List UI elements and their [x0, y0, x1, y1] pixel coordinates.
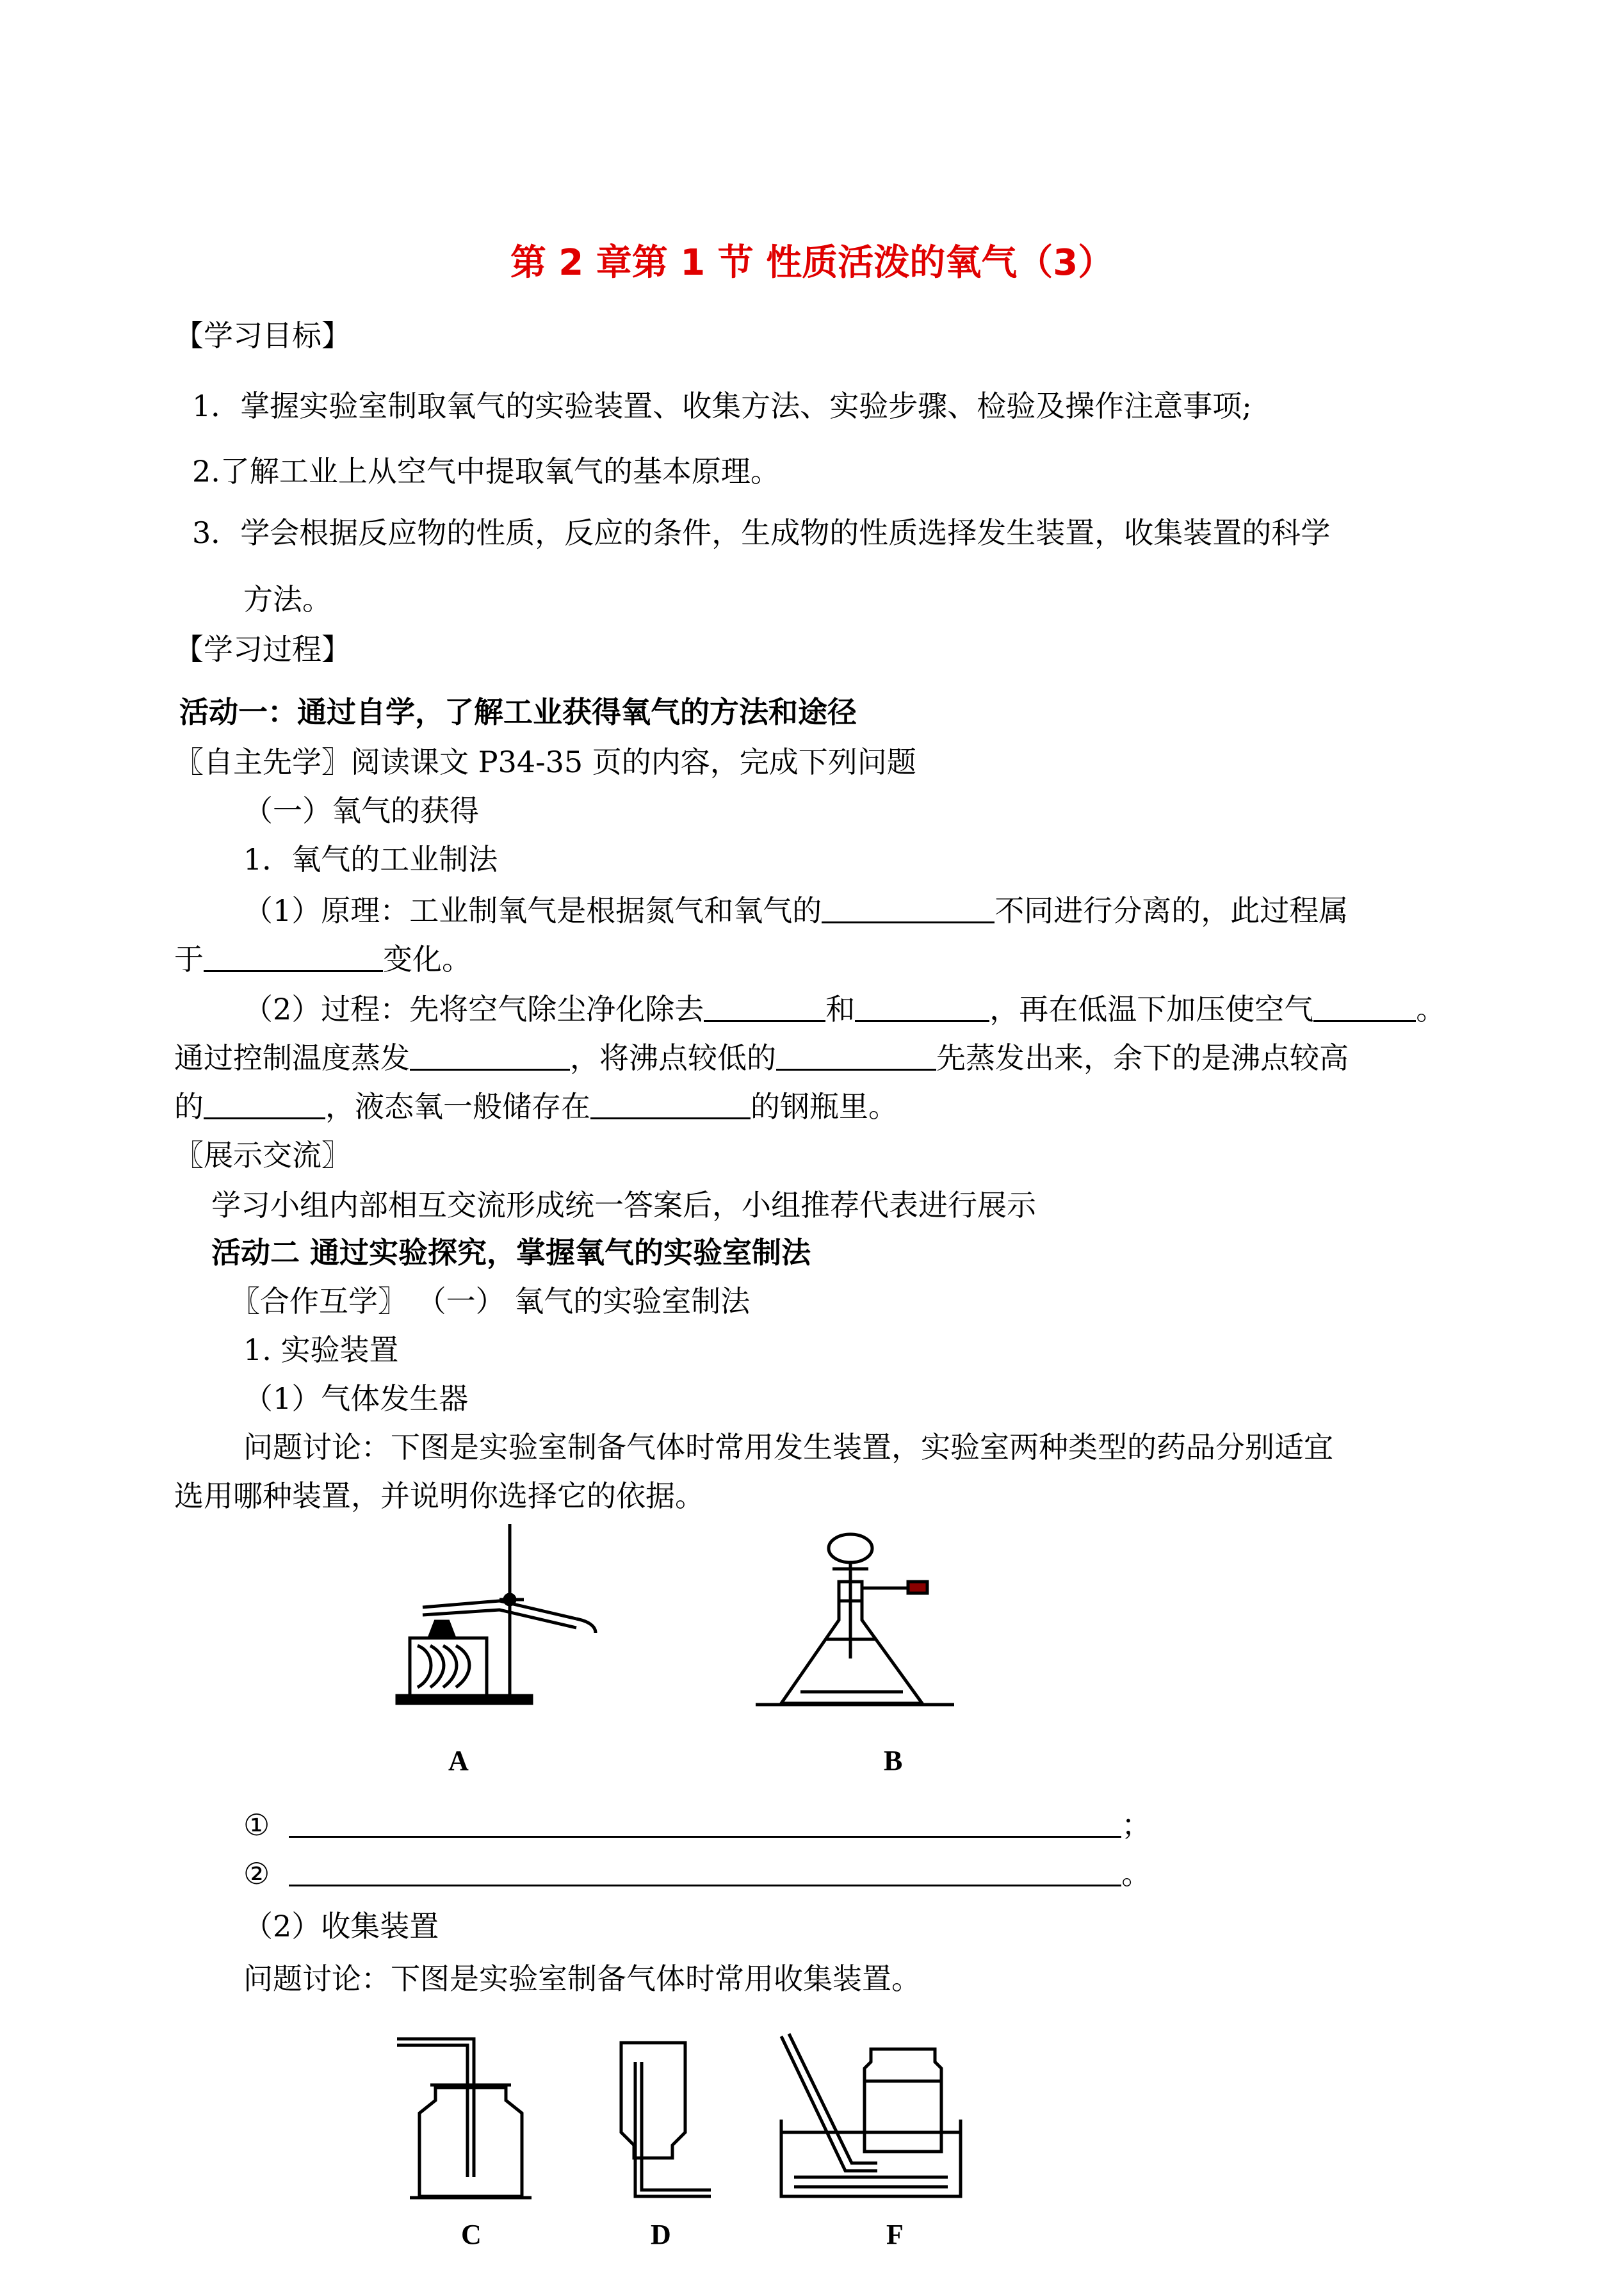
goal-2: 2.了解工业上从空气中提取氧气的基本原理。 — [192, 454, 780, 489]
coop-line: 〖合作互学〗 （一） 氧气的实验室制法 — [231, 1284, 751, 1318]
process-line-1 — [243, 990, 1445, 1028]
answer-2-input[interactable] — [289, 1859, 1121, 1886]
fill-blank-5[interactable] — [1313, 994, 1416, 1022]
subsection-collection: （2）收集装置 — [243, 1909, 439, 1943]
fill-blank-9[interactable] — [590, 1092, 751, 1119]
answer-2-end: 。 — [1121, 1856, 1151, 1891]
self-study-line: 〖自主先学〗阅读课文 P34-35 页的内容，完成下列问题 — [174, 745, 916, 779]
figure-label-b: B — [884, 1745, 903, 1776]
principle-text-c: 于 — [174, 942, 204, 977]
show-text: 学习小组内部相互交流形成统一答案后，小组推荐代表进行展示 — [211, 1188, 1036, 1222]
answer-line-1 — [243, 1806, 1151, 1844]
subsection-industrial-method: 1．氧气的工业制法 — [243, 842, 498, 877]
subsection-generator: （1）气体发生器 — [243, 1381, 469, 1416]
principle-line-2 — [174, 940, 471, 978]
figure-label-d: D — [651, 2219, 671, 2250]
section-process-heading: 【学习过程】 — [174, 632, 351, 667]
process-text-j: 的钢瓶里。 — [751, 1089, 898, 1124]
goal-3-line-1: 3．学会根据反应物的性质，反应的条件，生成物的性质选择发生装置，收集装置的科学 — [192, 515, 1331, 550]
process-text-b: 和 — [825, 992, 856, 1026]
answer-1-end: ； — [1121, 1808, 1151, 1842]
answer-line-2 — [243, 1854, 1151, 1893]
goal-3-line-2: 方法。 — [243, 582, 332, 617]
fill-blank-7[interactable] — [776, 1043, 936, 1071]
apparatus-d-downward-displacement-diagram — [602, 2036, 717, 2203]
apparatus-a-heating-tube-diagram — [384, 1518, 602, 1710]
principle-text-d: 变化。 — [383, 942, 471, 977]
subsection-oxygen-obtaining: （一）氧气的获得 — [243, 793, 479, 828]
fill-blank-1[interactable] — [822, 896, 995, 923]
apparatus-f-water-displacement-diagram — [768, 2030, 986, 2203]
section-goals-heading: 【学习目标】 — [174, 318, 351, 353]
answer-2-marker: ② — [243, 1856, 270, 1891]
subsection-apparatus: 1. 实验装置 — [243, 1333, 399, 1367]
fill-blank-8[interactable] — [204, 1092, 325, 1119]
activity-1-heading: 活动一：通过自学，了解工业获得氧气的方法和途径 — [179, 695, 857, 729]
activity-2-heading: 活动二 通过实验探究，掌握氧气的实验室制法 — [211, 1235, 811, 1270]
process-text-f: ，将沸点较低的 — [570, 1041, 776, 1075]
process-line-2 — [174, 1039, 1349, 1077]
process-line-3 — [174, 1087, 898, 1126]
figure-label-f: F — [886, 2219, 904, 2250]
figure-label-c: C — [461, 2219, 482, 2250]
fill-blank-4[interactable] — [855, 994, 989, 1022]
question-1-line-2: 选用哪种装置，并说明你选择它的依据。 — [174, 1479, 704, 1513]
apparatus-c-upward-displacement-diagram — [391, 2030, 557, 2203]
process-text-e: 通过控制温度蒸发 — [174, 1041, 410, 1075]
principle-text-a: （1）原理：工业制氧气是根据氮气和氧气的 — [243, 893, 822, 928]
process-text-h: 的 — [174, 1089, 204, 1124]
question-1-line-1: 问题讨论：下图是实验室制备气体时常用发生装置，实验室两种类型的药品分别适宜 — [243, 1430, 1333, 1464]
page-title: 第 2 章第 1 节 性质活泼的氧气（3） — [510, 242, 1114, 284]
process-text-a: （2）过程：先将空气除尘净化除去 — [243, 992, 704, 1026]
apparatus-b-flask-funnel-diagram — [743, 1524, 973, 1716]
process-text-g: 先蒸发出来，余下的是沸点较高 — [936, 1041, 1349, 1075]
answer-1-input[interactable] — [289, 1810, 1121, 1838]
fill-blank-6[interactable] — [410, 1043, 570, 1071]
figure-label-a: A — [448, 1745, 469, 1776]
fill-blank-3[interactable] — [704, 994, 825, 1022]
process-text-c: ，再在低温下加压使空气 — [989, 992, 1314, 1026]
process-text-i: ，液态氧一般储存在 — [325, 1089, 590, 1124]
fill-blank-2[interactable] — [204, 945, 383, 972]
answer-1-marker: ① — [243, 1808, 270, 1842]
section-show-heading: 〖展示交流〗 — [174, 1138, 351, 1172]
principle-line-1 — [243, 891, 1348, 930]
principle-text-b: 不同进行分离的，此过程属 — [995, 893, 1349, 928]
goal-1: 1．掌握实验室制取氧气的实验装置、收集方法、实验步骤、检验及操作注意事项; — [192, 389, 1252, 423]
process-text-d: 。 — [1416, 992, 1446, 1026]
question-2: 问题讨论：下图是实验室制备气体时常用收集装置。 — [243, 1961, 921, 1996]
